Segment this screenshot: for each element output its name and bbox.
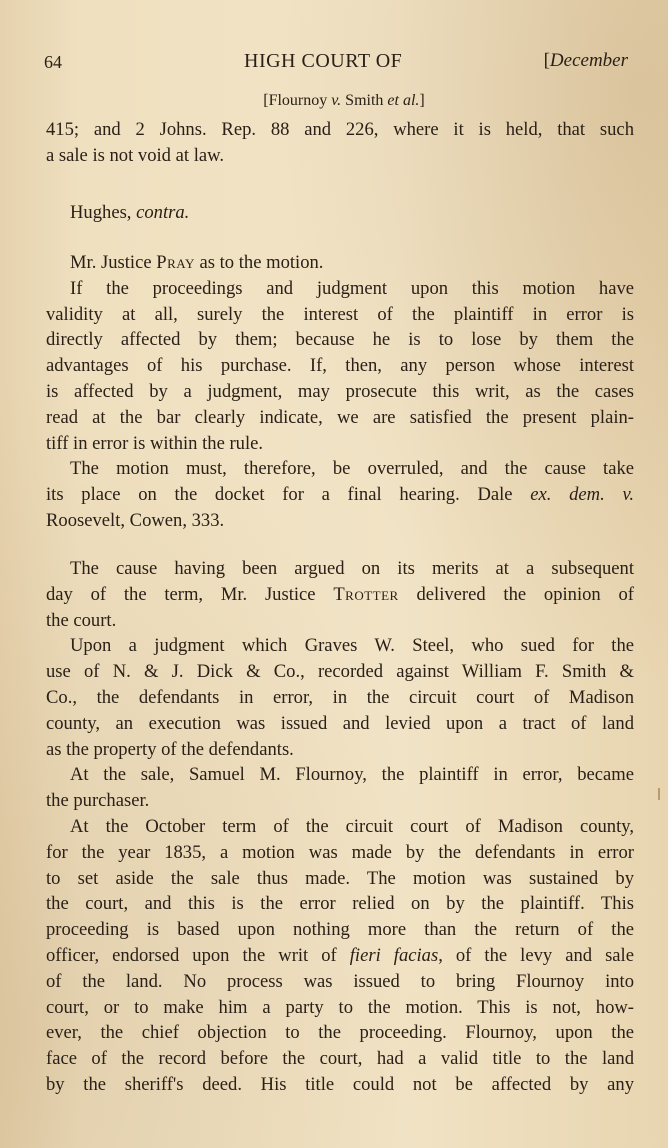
case-ref-part: [Flournoy	[263, 92, 332, 109]
text-line	[46, 250, 634, 276]
text-line: county, an execution was issued and levied upon a tract of land	[46, 712, 634, 734]
header-month	[544, 50, 628, 72]
text-line: Upon a judgment which Graves W. Steel, who sued for the	[70, 635, 634, 657]
running-header	[44, 48, 628, 78]
text-line: Co., the defendants in error, in the circuit court of Madison	[46, 686, 634, 708]
text-line: The cause having been argued on its merits at a subsequent	[70, 558, 634, 579]
text-line: Roosevelt, Cowen, 333.	[46, 509, 225, 531]
text-line: face of the record before the court, had a valid title to the land	[46, 1048, 634, 1070]
text-part: delivered the opinion of	[398, 583, 634, 605]
text-part: as to the motion.	[194, 252, 324, 273]
text-line: to set aside the sale thus made. The motion was sustained by	[46, 867, 634, 889]
text-line	[46, 200, 634, 226]
text-line	[46, 943, 634, 969]
text-line: the court.	[46, 609, 117, 631]
text-part: officer, endorsed upon the writ of	[46, 944, 350, 966]
text-part: its place on the docket for a final hearing. Dale	[46, 484, 531, 506]
margin-mark	[658, 788, 660, 800]
text-part: Mr. Justice	[70, 252, 157, 273]
month-name: December	[549, 50, 628, 71]
justice-name: Pray	[156, 252, 195, 273]
text-line: read at the bar clearly indicate, we are satisfied the present plain-	[46, 406, 634, 428]
text-part: , of the levy and sale	[438, 944, 634, 966]
paragraph-continuation	[46, 117, 634, 169]
counsel-line	[46, 200, 634, 226]
text-line: of the land. No process was issued to bring Flournoy into	[46, 970, 634, 992]
justice-name: Trotter	[333, 583, 399, 605]
text-line: tiff in error is within the rule.	[46, 432, 264, 454]
running-title: HIGH COURT OF	[244, 50, 403, 72]
month-bracket: [	[543, 50, 550, 71]
counsel-name: Hughes,	[70, 202, 137, 223]
text-line: validity at all, surely the interest of the plaintiff in error is	[46, 303, 634, 325]
text-line: court, or to make him a party to the motion. This is not, how-	[46, 996, 634, 1018]
text-line: is affected by a judgment, may prosecute this writ, as the cases	[46, 380, 634, 402]
text-line: The motion must, therefore, be overruled, and the cause take	[70, 458, 634, 480]
opinion-trotter	[46, 556, 634, 1098]
text-line: for the year 1835, a motion was made by the defendants in error	[46, 841, 634, 863]
text-line: At the sale, Samuel M. Flournoy, the plaintiff in error, became	[70, 764, 634, 786]
text-line: a sale is not void at law.	[46, 144, 224, 166]
case-ref-etal: et al.	[387, 92, 420, 109]
case-ref-versus: v.	[331, 92, 342, 109]
text-line: by the sheriff's deed. His title could not be affected by any	[46, 1073, 634, 1095]
text-line: ever, the chief objection to the proceeding. Flournoy, upon the	[46, 1022, 634, 1044]
text-line: directly affected by them; because he is to lose by them the	[46, 329, 634, 351]
opinion-pray	[46, 250, 634, 534]
text-line: as the property of the defendants.	[46, 738, 294, 760]
writ-name: fieri facias	[349, 944, 439, 966]
text-line: At the October term of the circuit court of Madison county,	[70, 815, 634, 837]
text-line	[46, 582, 634, 608]
text-line: 415; and 2 Johns. Rep. 88 and 226, where it is held, that such	[46, 119, 634, 140]
case-reference	[0, 92, 668, 110]
text-line	[46, 482, 634, 508]
text-part: day of the term, Mr. Justice	[46, 583, 334, 605]
text-line: If the proceedings and judgment upon this motion have	[70, 277, 634, 299]
citation-italic: ex. dem. v.	[530, 484, 634, 506]
counsel-contra: contra.	[136, 202, 190, 223]
case-ref-part: Smith	[341, 92, 388, 109]
text-line: the purchaser.	[46, 790, 150, 812]
text-line: proceeding is based upon nothing more than the return of the	[46, 919, 634, 941]
page-number: 64	[44, 52, 62, 72]
text-line: advantages of his purchase. If, then, any person whose interest	[46, 355, 634, 377]
text-line: the court, and this is the error relied on by the plaintiff. This	[46, 893, 634, 915]
case-ref-part: ]	[419, 92, 425, 109]
text-line: use of N. & J. Dick & Co., recorded against William F. Smith &	[46, 661, 634, 683]
